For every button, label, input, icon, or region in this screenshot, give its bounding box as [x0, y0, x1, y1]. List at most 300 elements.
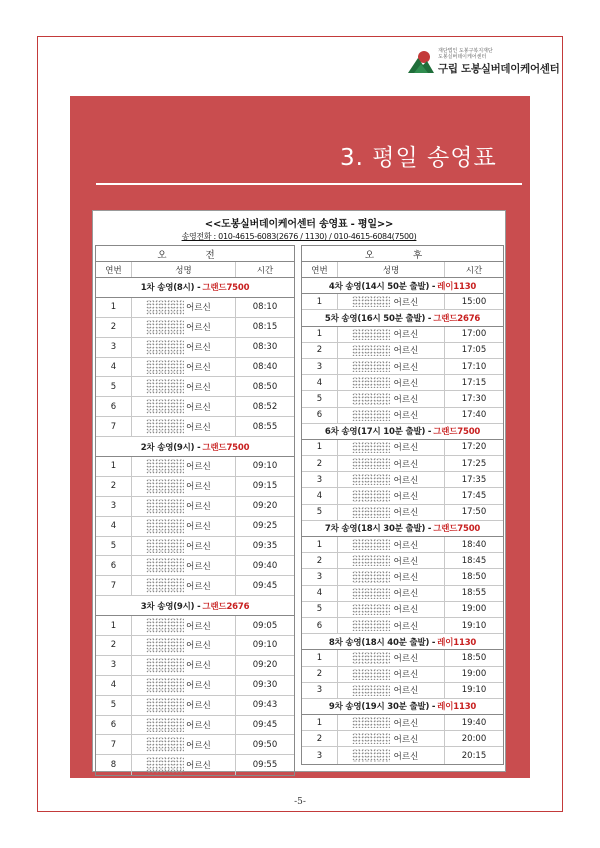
row-name-cell [338, 569, 445, 584]
row-time: 17:05 [461, 345, 487, 356]
row-name: 어르신 [186, 542, 211, 553]
row-time: 09:55 [252, 760, 278, 771]
row-time: 17:50 [461, 507, 487, 518]
header-time: 시간 [256, 265, 274, 276]
trip-vehicle: 그랜드2676 [202, 601, 250, 612]
row-time: 09:35 [252, 541, 278, 552]
trip-group-title [302, 634, 503, 650]
redacted-name [146, 558, 184, 573]
row-name: 어르신 [186, 522, 211, 533]
row-time: 17:35 [461, 474, 487, 485]
am-period-label: 오 전 [96, 246, 294, 262]
row-time: 08:50 [252, 381, 278, 392]
trip-group-title [96, 437, 294, 457]
trip-group-title [302, 424, 503, 440]
table-row [302, 343, 503, 359]
row-time: 08:40 [252, 362, 278, 372]
row-name: 어르신 [186, 422, 211, 433]
redacted-name [146, 618, 184, 633]
trip-title: 8차 송영(18시 40분 출발) - [328, 637, 436, 648]
row-no: 6 [96, 556, 132, 575]
redacted-name [352, 507, 390, 518]
row-time: 09:15 [252, 481, 278, 492]
row-name: 어르신 [393, 653, 419, 664]
row-name: 어르신 [186, 382, 211, 393]
trip-vehicle: 그랜드7500 [202, 442, 250, 453]
redacted-name [352, 296, 390, 307]
row-name-cell [338, 472, 445, 487]
row-no: 2 [302, 667, 338, 682]
row-no: 5 [302, 391, 338, 406]
row-no: 5 [302, 602, 338, 617]
row-name-cell [338, 488, 445, 503]
table-row [96, 735, 294, 755]
header-no: 연번 [96, 262, 132, 277]
center-logo [408, 48, 568, 82]
redacted-name [146, 578, 184, 593]
redacted-name [352, 669, 390, 680]
row-name-cell [132, 537, 236, 556]
table-row [96, 338, 294, 358]
row-time: 09:40 [252, 560, 278, 571]
row-name-cell [338, 327, 445, 342]
row-name-cell [132, 377, 236, 396]
table-row [302, 731, 503, 747]
row-name: 어르신 [393, 670, 419, 681]
redacted-name [146, 658, 184, 673]
row-time: 08:30 [252, 342, 278, 353]
row-name: 어르신 [393, 621, 419, 632]
redacted-name [352, 345, 390, 356]
table-row [302, 456, 503, 472]
row-name: 어르신 [393, 540, 419, 551]
redacted-name [146, 737, 184, 752]
redacted-name [352, 733, 390, 744]
table-row [302, 505, 503, 521]
row-no: 5 [96, 537, 132, 556]
row-no: 1 [302, 715, 338, 730]
row-name: 어르신 [186, 581, 211, 592]
redacted-name [352, 685, 390, 696]
row-name: 어르신 [393, 346, 419, 357]
row-name-cell [132, 517, 236, 536]
row-no: 7 [96, 417, 132, 436]
row-name: 어르신 [393, 475, 419, 486]
row-name-cell [338, 391, 445, 406]
row-time: 18:45 [461, 555, 487, 566]
sheet-phone: 송영전화 : 010-4615-6083(2676 / 1130) / 010-4615-6084(7500) [181, 232, 417, 241]
row-name: 어르신 [186, 363, 211, 373]
row-name: 어르신 [393, 394, 419, 405]
row-name: 어르신 [393, 443, 419, 454]
row-name-cell [338, 618, 445, 633]
row-no: 1 [96, 298, 132, 317]
row-no: 1 [302, 650, 338, 665]
redacted-name [352, 749, 390, 761]
table-row [96, 477, 294, 497]
row-no: 3 [302, 683, 338, 698]
row-name: 어르신 [393, 572, 419, 583]
redacted-name [146, 757, 184, 773]
table-row [302, 391, 503, 407]
row-time: 09:20 [252, 501, 278, 512]
redacted-name [352, 361, 390, 372]
row-time: 08:55 [252, 421, 278, 432]
row-no: 4 [96, 517, 132, 536]
row-time: 09:10 [252, 461, 278, 472]
row-time: 17:40 [461, 410, 487, 421]
trip-group-title [96, 596, 294, 616]
table-row [96, 298, 294, 318]
row-no: 3 [96, 497, 132, 516]
table-row [302, 650, 503, 666]
table-row [96, 576, 294, 596]
table-row [96, 676, 294, 696]
row-no: 6 [96, 716, 132, 735]
row-no: 1 [302, 294, 338, 309]
trip-group-title [302, 278, 503, 294]
page-number: -5- [294, 797, 306, 807]
row-no: 2 [96, 636, 132, 655]
table-row [96, 716, 294, 736]
table-row [302, 569, 503, 585]
row-name: 어르신 [393, 362, 419, 373]
redacted-name [146, 638, 184, 653]
row-name: 어르신 [186, 303, 211, 314]
row-time: 09:45 [252, 580, 278, 591]
page-heading: 3. 평일 송영표 [340, 145, 497, 171]
redacted-name [352, 474, 390, 485]
trip-group-title [302, 310, 503, 326]
table-row [96, 616, 294, 636]
row-name: 어르신 [393, 718, 419, 729]
row-name-cell [132, 358, 236, 377]
heading-rule [96, 183, 522, 185]
row-name: 어르신 [393, 297, 419, 308]
afternoon-column [301, 245, 504, 765]
row-name: 어르신 [186, 740, 211, 751]
redacted-name [146, 340, 184, 355]
row-time: 17:10 [461, 361, 487, 372]
trip-title: 6차 송영(17시 10분 출발) - [324, 427, 432, 438]
table-row [302, 602, 503, 618]
row-name-cell [338, 602, 445, 617]
row-time: 18:50 [461, 652, 487, 663]
row-time: 17:45 [461, 491, 487, 502]
redacted-name [146, 539, 184, 554]
row-time: 09:45 [252, 720, 278, 731]
trip-vehicle: 그랜드7500 [202, 283, 250, 294]
trip-title: 4차 송영(14시 50분 출발) - [328, 281, 436, 292]
row-name-cell [338, 667, 445, 682]
row-no: 2 [96, 318, 132, 337]
header-name: 성명 [132, 262, 236, 277]
row-name: 어르신 [393, 330, 419, 341]
column-header-row [302, 262, 503, 278]
trip-vehicle: 레이1130 [437, 637, 477, 648]
row-no: 6 [96, 397, 132, 416]
redacted-name [352, 588, 390, 599]
redacted-name [352, 604, 390, 615]
row-name: 어르신 [393, 605, 419, 616]
row-name: 어르신 [186, 701, 211, 712]
row-no: 1 [96, 457, 132, 476]
row-time: 09:05 [252, 620, 278, 631]
table-row [302, 408, 503, 424]
header-name: 성명 [338, 262, 445, 277]
trip-vehicle: 그랜드2676 [433, 313, 481, 324]
row-time: 17:00 [461, 329, 487, 340]
row-name: 어르신 [186, 502, 211, 513]
redacted-name [146, 698, 184, 713]
redacted-name [352, 555, 390, 566]
table-row [302, 715, 503, 731]
row-time: 09:43 [252, 700, 278, 711]
table-row [302, 472, 503, 488]
trip-title: 7차 송영(18시 30분 출발) - [324, 524, 432, 535]
redacted-name [352, 410, 390, 421]
row-name-cell [132, 397, 236, 416]
table-row [96, 457, 294, 477]
redacted-name [352, 458, 390, 469]
schedule-sheet [92, 210, 506, 772]
table-row [302, 553, 503, 569]
table-row [302, 683, 503, 699]
row-no: 4 [96, 358, 132, 377]
row-name: 어르신 [393, 686, 419, 697]
row-time: 09:20 [252, 660, 278, 671]
row-no: 2 [302, 456, 338, 471]
table-row [302, 537, 503, 553]
row-time: 20:00 [461, 733, 487, 744]
redacted-name [352, 717, 390, 728]
row-name: 어르신 [186, 402, 211, 413]
row-time: 18:50 [461, 571, 487, 582]
row-name-cell [132, 716, 236, 735]
row-no: 5 [302, 505, 338, 520]
trip-group-title [302, 521, 503, 537]
row-name-cell [132, 477, 236, 496]
row-name-cell [132, 676, 236, 695]
row-no: 4 [302, 488, 338, 503]
row-time: 18:55 [461, 588, 487, 599]
row-name-cell [132, 318, 236, 337]
table-row [96, 636, 294, 656]
trip-title: 3차 송영(9시) - [140, 601, 201, 612]
row-no: 2 [96, 477, 132, 496]
row-name: 어르신 [393, 459, 419, 470]
redacted-name [352, 442, 390, 453]
redacted-name [146, 320, 184, 335]
row-no: 3 [302, 747, 338, 763]
table-row [96, 656, 294, 676]
row-no: 5 [96, 377, 132, 396]
row-name-cell [338, 408, 445, 423]
table-row [96, 377, 294, 397]
row-name-cell [132, 576, 236, 595]
mountain-sun-icon [408, 50, 434, 74]
table-row [96, 417, 294, 437]
row-time: 17:30 [461, 393, 487, 404]
trip-title: 9차 송영(19시 30분 출발) - [328, 702, 436, 713]
table-row [302, 294, 503, 310]
table-row [302, 667, 503, 683]
row-name: 어르신 [393, 411, 419, 422]
table-row [302, 359, 503, 375]
row-name: 어르신 [393, 751, 419, 762]
row-time: 09:10 [252, 640, 278, 651]
row-time: 15:00 [461, 296, 487, 307]
row-time: 19:00 [461, 669, 487, 680]
table-row [96, 556, 294, 576]
row-time: 08:10 [252, 302, 278, 313]
row-no: 1 [302, 327, 338, 342]
row-name-cell [132, 616, 236, 635]
row-name: 어르신 [186, 761, 211, 772]
row-no: 4 [302, 586, 338, 601]
row-name-cell [132, 735, 236, 754]
sheet-title: <<도봉실버데이케어센터 송영표 - 평일>> [204, 219, 394, 230]
trip-title: 2차 송영(9시) - [140, 442, 201, 453]
row-time: 09:25 [252, 521, 278, 532]
row-time: 17:20 [461, 442, 487, 453]
trip-group-title [96, 278, 294, 298]
row-name: 어르신 [186, 561, 211, 572]
redacted-name [352, 620, 390, 631]
row-name-cell [338, 440, 445, 455]
table-row [302, 488, 503, 504]
row-name-cell [338, 343, 445, 358]
redacted-name [146, 360, 184, 375]
column-header-row [96, 262, 294, 278]
row-name-cell [132, 338, 236, 357]
redacted-name [146, 519, 184, 534]
row-name: 어르신 [186, 323, 211, 334]
row-name: 어르신 [393, 556, 419, 567]
table-row [96, 318, 294, 338]
header-time: 시간 [465, 265, 483, 276]
row-no: 2 [302, 553, 338, 568]
row-no: 3 [96, 338, 132, 357]
row-time: 20:15 [461, 750, 487, 761]
row-no: 3 [302, 359, 338, 374]
logo-subtitle: 재단법인 도봉구복지재단 도봉실버데이케어센터 [438, 48, 493, 60]
row-no: 6 [302, 408, 338, 423]
row-time: 19:10 [461, 685, 487, 696]
row-name: 어르신 [186, 621, 211, 632]
row-no: 7 [96, 576, 132, 595]
trip-vehicle: 그랜드7500 [433, 524, 481, 535]
row-name: 어르신 [393, 508, 419, 519]
redacted-name [352, 571, 390, 582]
redacted-name [146, 459, 184, 474]
redacted-name [352, 393, 390, 404]
row-name-cell [132, 556, 236, 575]
row-name-cell [132, 298, 236, 317]
redacted-name [352, 539, 390, 550]
row-name: 어르신 [393, 492, 419, 503]
row-name-cell [338, 747, 445, 763]
redacted-name [146, 399, 184, 414]
row-name-cell [338, 683, 445, 698]
pm-period-label: 오 후 [302, 246, 503, 262]
row-name-cell [338, 359, 445, 374]
row-name-cell [338, 505, 445, 520]
row-no: 5 [96, 696, 132, 715]
row-time: 09:50 [252, 739, 278, 750]
row-no: 4 [96, 676, 132, 695]
row-no: 4 [302, 375, 338, 390]
row-time: 19:00 [461, 604, 487, 615]
row-name-cell [338, 537, 445, 552]
table-row [302, 618, 503, 634]
trip-group-title [302, 699, 503, 715]
redacted-name [146, 718, 184, 733]
morning-column [95, 245, 295, 776]
row-time: 19:40 [461, 717, 487, 728]
table-row [96, 517, 294, 537]
trip-vehicle: 레이1130 [437, 281, 477, 292]
table-row [302, 375, 503, 391]
redacted-name [146, 479, 184, 494]
row-name-cell [132, 457, 236, 476]
row-name-cell [132, 755, 236, 775]
row-name: 어르신 [186, 661, 211, 672]
row-no: 2 [302, 731, 338, 746]
table-row [96, 358, 294, 378]
row-no: 3 [302, 472, 338, 487]
row-name-cell [338, 553, 445, 568]
row-name-cell [338, 294, 445, 309]
trip-vehicle: 그랜드7500 [433, 427, 481, 438]
table-row [302, 327, 503, 343]
redacted-name [352, 490, 390, 501]
logo-name: 구립 도봉실버데이케어센터 [438, 63, 560, 75]
redacted-name [146, 300, 184, 315]
table-row [96, 397, 294, 417]
row-name-cell [132, 497, 236, 516]
redacted-name [352, 377, 390, 388]
row-no: 6 [302, 618, 338, 633]
row-name-cell [338, 375, 445, 390]
redacted-name [352, 329, 390, 340]
row-name-cell [338, 715, 445, 730]
row-name: 어르신 [186, 641, 211, 652]
redacted-name [146, 678, 184, 693]
row-time: 18:40 [461, 539, 487, 550]
table-row [302, 747, 503, 763]
table-row [302, 586, 503, 602]
redacted-name [146, 419, 184, 434]
row-no: 1 [302, 440, 338, 455]
row-no: 3 [96, 656, 132, 675]
row-name: 어르신 [393, 734, 419, 745]
trip-title: 5차 송영(16시 50분 출발) - [324, 313, 432, 324]
row-name: 어르신 [393, 589, 419, 600]
row-name: 어르신 [186, 721, 211, 732]
row-name: 어르신 [186, 343, 211, 354]
redacted-name [352, 652, 390, 663]
row-no: 8 [96, 755, 132, 775]
row-name-cell [132, 656, 236, 675]
row-no: 3 [302, 569, 338, 584]
row-name: 어르신 [186, 681, 211, 692]
row-name-cell [132, 417, 236, 436]
row-name-cell [338, 586, 445, 601]
row-no: 1 [302, 537, 338, 552]
row-no: 7 [96, 735, 132, 754]
row-time: 08:15 [252, 322, 278, 333]
